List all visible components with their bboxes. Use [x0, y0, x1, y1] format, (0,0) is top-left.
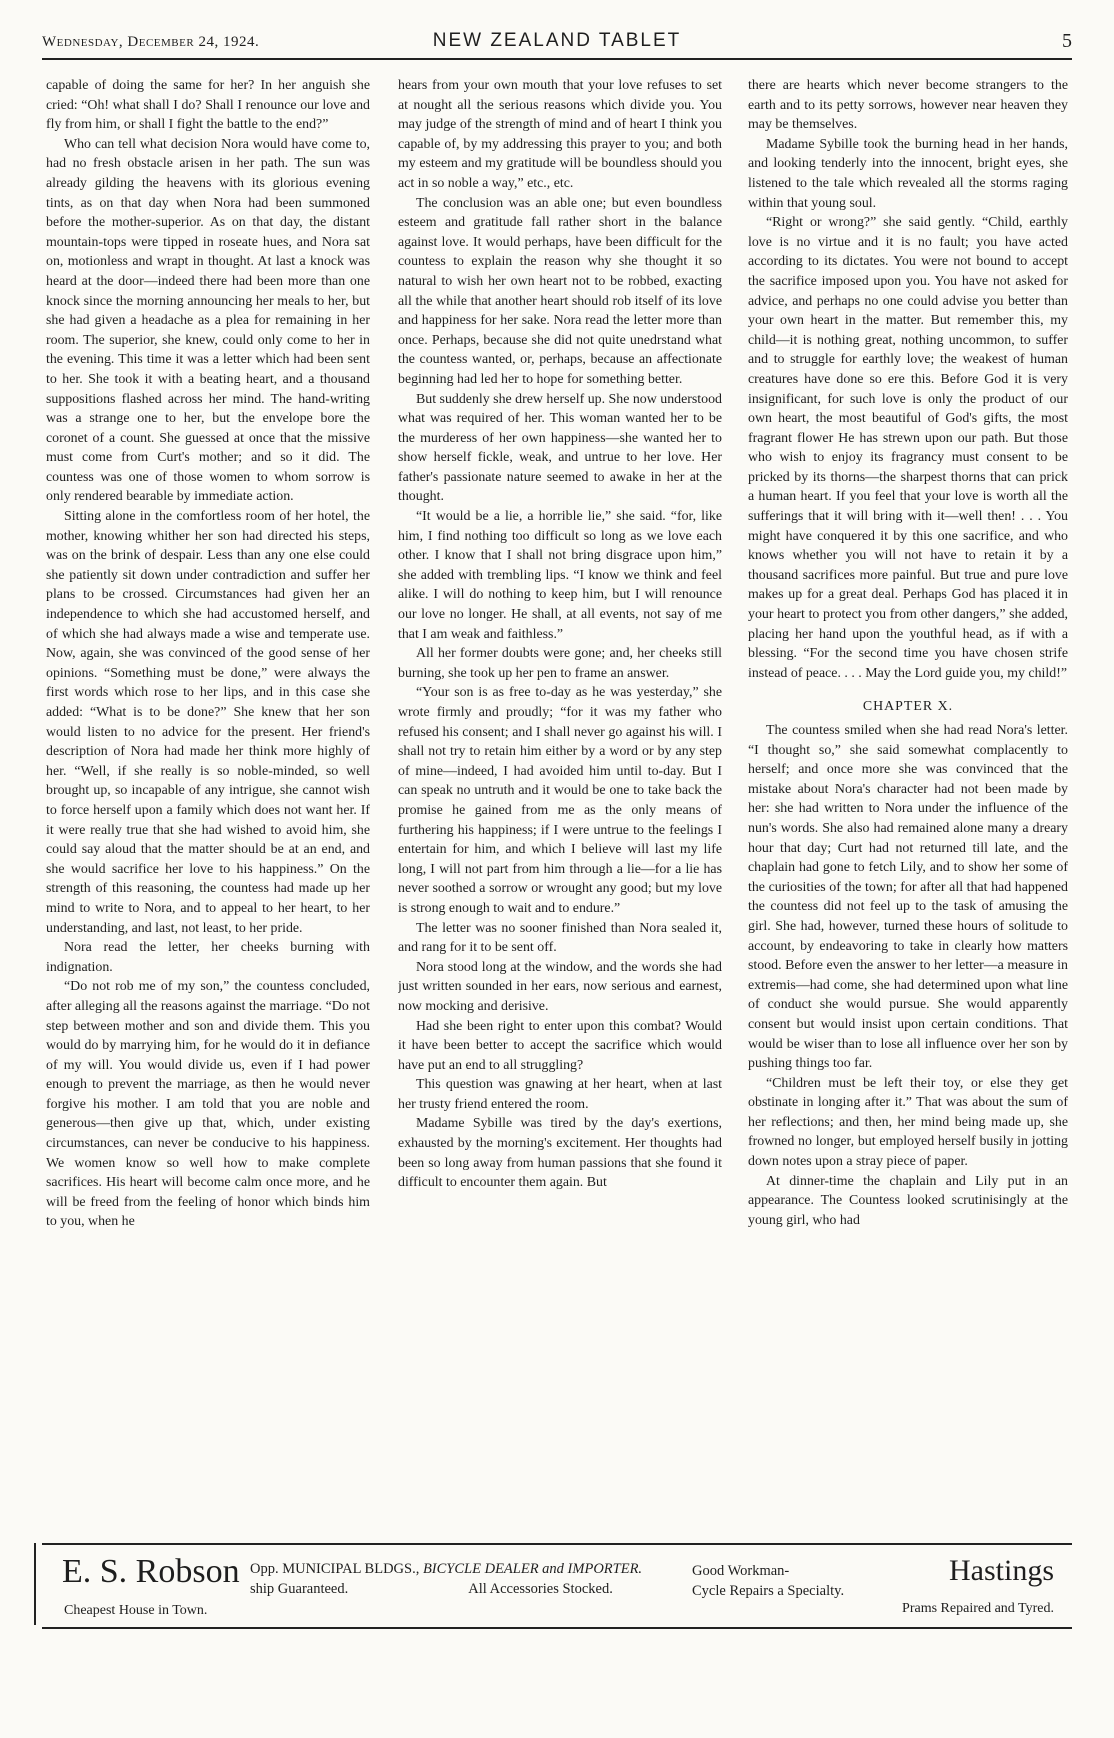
- ad-workmanship: Good Workman-: [692, 1563, 790, 1579]
- paragraph: Sitting alone in the comfortless room of her hotel, the mother, knowing whither her son had directed his steps, was on the brink of despair. Less than any one else could she patiently sit down under contradiction and suffer her plans to be crossed. Circumstances had given her an independence to which she had accustomed herself, and of which she had always made a wise and temperate use. Now, again, she was convinced of the good sense of her opinions. “Something must be done,” were always the first words which rose to her lips, and in this case she added: “What is to be done?” She knew that her son would listen to no advice for the present. Her friend's description of Nora had made her think more highly of her. “Well, if she really is so noble-minded, so well brought up, so incapable of any intrigue, she cannot wish to force herself upon a family which does not want her. If it were really true that she had wished to avoid him, she could say aloud that the matter should be at an end, and she would sacrifice her love to his happiness.” On the strength of this reasoning, the countess had made up her mind to write to Nora, and to appeal to her heart, to her understanding, and last, not least, to her pride.: [46, 509, 370, 936]
- paragraph: there are hearts which never become strangers to the earth and to its petty sorrows, however near heaven they may be themselves.: [748, 78, 1068, 133]
- chapter-heading: CHAPTER X.: [862, 699, 954, 715]
- paragraph: “It would be a lie, a horrible lie,” she said. “for, like him, I find nothing too difficult so long as we love each other. I know that I shall not bring disgrace upon him,” she added with trembling lips. “I know we think and feel alike. I will do nothing to keep him, but I will renounce our love no longer. He shall, at all events, not say of me that I am weak and faithless.”: [398, 509, 722, 642]
- paragraph: “Children must be left their toy, or else they get obstinate in longing after it.” That was about the sum of her reflections; and then, her mind being made up, she frowned no longer, but employed herself busily in jotting down notes upon a stray piece of paper.: [748, 1075, 1068, 1170]
- ad-services: [692, 1561, 844, 1601]
- ad-prams: Prams Repaired and Tyred.: [902, 1601, 1054, 1616]
- paragraph: The letter was no sooner finished than Nora sealed it, and rang for it to be sent off.: [398, 920, 722, 956]
- column-3: [748, 76, 1068, 1738]
- paragraph: hears from your own mouth that your love refuses to set at nought all the serious reasons which divide you. You may judge of the strength of mind and of heart I think you capable of, by my addressing this prayer to you; and both my esteem and my gratitude will be boundless should you act in so noble a way,” etc., etc.: [398, 78, 722, 191]
- paragraph: “Do not rob me of my son,” the countess concluded, after alleging all the reasons against the marriage. “Do not step between mother and son and divide them. This you would do by marrying him, for he would do it in defiance of my will. You would divide us, even if I had power enough to prevent the marriage, as then he would never forgive his mother. I am told that you are noble and generous—then give up that, which, under existing circumstances, can never be conducive to his happiness. We women know so well how to make complete sacrifices. His heart will become calm once more, and he will be freed from the feeling of honor which binds him to you, when he: [46, 979, 370, 1230]
- ad-town: Hastings: [949, 1554, 1054, 1587]
- paragraph: Nora read the letter, her cheeks burning with indignation.: [46, 940, 370, 975]
- page-header: [42, 28, 1072, 58]
- paragraph: Nora stood long at the window, and the words she had just written sounded in her ears, now serious and earnest, now mocking and derisive.: [398, 959, 722, 1014]
- paragraph: “Your son is as free to-day as he was yesterday,” she wrote firmly and proudly; “for it was my father who refused his consent; and I shall never go against his will. I shall not try to retain him either by a word or by any step of mine—indeed, I had avoided him until to-day. But I can speak no untruth and it would be one to take back the promise he gained from me as the only means of furthering his happiness; if I were untrue to the feelings I entertain for him, and which I believe will last my life long, I will not part from him through a lie—for a lie has never soothed a sorrow or wrought any good; but my love is strong enough to wait and to endure.”: [398, 685, 722, 916]
- advertiser-name: E. S. Robson: [62, 1553, 240, 1590]
- ad-right: [902, 1555, 1054, 1617]
- ad-repairs: Cycle Repairs a Specialty.: [692, 1583, 845, 1599]
- issue-date: Wednesday, December 24, 1924.: [42, 34, 260, 50]
- paragraph: Madame Sybille was tired by the day's exertions, exhausted by the morning's excitement. Her thoughts had been so long away from human passions that she found it difficult to encounter them again. But: [398, 1116, 722, 1191]
- ad-accessories: All Accessories Stocked.: [468, 1581, 613, 1597]
- paragraph: Had she been right to enter upon this combat? Would it have been better to accept the sacrifice which would have put an end to all struggling?: [398, 1018, 722, 1073]
- ad-address: Opp. MUNICIPAL BLDGS.,: [250, 1561, 420, 1577]
- header-rule: [42, 58, 1072, 60]
- ad-tagline: Cheapest House in Town.: [64, 1603, 208, 1618]
- ad-trade: BICYCLE DEALER and IMPORTER.: [422, 1561, 643, 1577]
- column-2: [398, 76, 722, 1738]
- advertisement: [42, 1543, 1072, 1629]
- paragraph: Who can tell what decision Nora would have come to, had no fresh obstacle arisen in her path. The sun was already gilding the heavens with its glorious evening tints, as on that day when Nora had been summoned before the mother-superior. As on that day, the distant mountain-tops were tipped in roseate hues, and Nora sat on, motionless and wrapt in thought. At last a knock was heard at the door—indeed there had been more than one knock since the morning announcing her meals to her, but she had given a headache as a plea for remaining in her room. The superior, she knew, could only come to her in the evening. This time it was a letter which had been sent to her. She took it with a beating heart, and a thousand suppositions flashed across her mind. The hand-writing was a strange one to her, but the envelope bore the coronet of a count. She guessed at once that the missive must come from Curt's mother; and so it did. The countess was one of those women to whom sorrow is only rendered bearable by immediate action.: [46, 136, 370, 505]
- column-1: [46, 76, 370, 1738]
- publication-title: NEW ZEALAND TABLET: [432, 30, 682, 51]
- paragraph: This question was gnawing at her heart, when at last her trusty friend entered the room.: [398, 1077, 722, 1112]
- ad-middle: [250, 1559, 642, 1599]
- paragraph: At dinner-time the chaplain and Lily put in an appearance. The Countess looked scrutinisingly at the young girl, who had: [748, 1173, 1068, 1228]
- ad-bracket: [34, 1543, 42, 1625]
- paragraph: Madame Sybille took the burning head in her hands, and looking tenderly into the innocent, bright eyes, she listened to the tale which revealed all the storms raging within that young soul.: [748, 136, 1068, 211]
- ad-guarantee: ship Guaranteed.: [250, 1581, 349, 1597]
- paragraph: All her former doubts were gone; and, her cheeks still burning, she took up her pen to frame an answer.: [398, 646, 722, 681]
- paragraph: The countess smiled when she had read Nora's letter. “I thought so,” she said somewhat complacently to herself; and once more she was convinced that the mistake about Nora's character had not been made by her: she had written to Nora under the influence of the nun's words. She also had remained alone many a dreary hour that day; Curt had not returned till late, and the chaplain had gone to fetch Lily, and to show her some of the curiosities of the town; for after all that had happened the countess did not feel up to the task of amusing the girl. She had, however, turned these hours of solitude to account, by endeavoring to take in clearly how matters stood. Before even the answer to her letter—a measure in extremis—had come, she had determined upon what line of conduct she would pursue. She would apparently consent but would insist upon certain conditions. That would be wiser than to lose all influence over her son by pushing things too far.: [748, 723, 1068, 1072]
- page-number: 5: [1062, 30, 1072, 52]
- paragraph: “Right or wrong?” she said gently. “Child, earthly love is no virtue and it is no fault; you have acted according to its dictates. You were not bound to accept the sacrifice imposed upon you. You have not asked for advice, and perhaps no one could advise you better than your own heart in the matter. But remember this, my child—it is nothing great, nothing uncommon, to suffer and to struggle for earthly love; the weakest of human creatures have done so ere this. Before God it is very insignificant, for such love is only the product of our own heart, the most beautiful of God's gifts, the most fragrant flower He has strewn upon our path. But those who wish to enjoy its fragrancy must consent to be pricked by its thorns—the sharpest thorns that can prick a human heart. If you feel that your love is worth all the sufferings that it will bring with it—well then! . . . You might have conquered it by this one sacrifice, and who knows whether you will not have to retain it by a thousand sacrifices more painful. But true and pure love makes up for a great deal. Perhaps God has placed it in your heart to protect you from other dangers,” she added, placing her hand upon the youthful head, as if with a blessing. “For the second time you have chosen strife instead of peace. . . . May the Lord guide you, my child!”: [748, 215, 1068, 681]
- paragraph: The conclusion was an able one; but even boundless esteem and gratitude fall rather short in the balance against love. It would perhaps, have been difficult for the countess to explain the reason why she thought it so natural to wish her own heart not to be robbed, exacting all the while that another heart should rob itself of its love and happiness for her sake. Nora read the letter more than once. Perhaps, because she did not quite unedrstand what the countess wanted, or, perhaps, because an affectionate beginning had led her to hope for something better.: [398, 195, 722, 387]
- paragraph: But suddenly she drew herself up. She now understood what was required of her. This woman wanted her to be the murderess of her own happiness—she wanted her to show herself fickle, weak, and untrue to her love. Her father's passionate nature seemed to awake in her at the thought.: [398, 391, 722, 505]
- paragraph: capable of doing the same for her? In her anguish she cried: “Oh! what shall I do? Shall I renounce our love and fly from him, or shall I fight the battle to the end?”: [46, 78, 370, 133]
